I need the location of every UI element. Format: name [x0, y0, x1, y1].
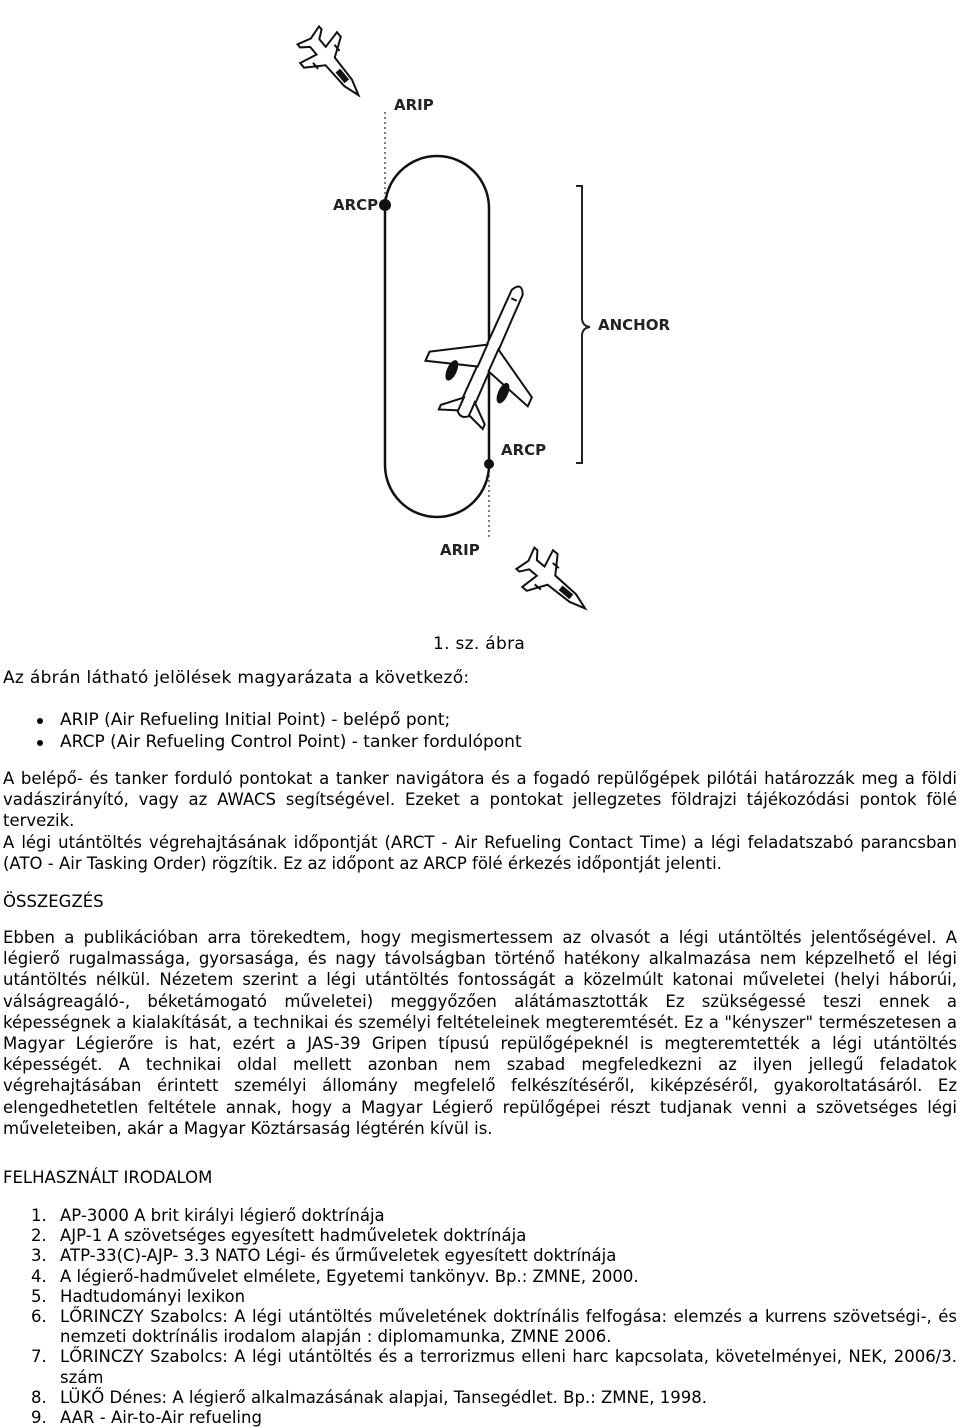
- arcp-right-point: [484, 459, 494, 469]
- racetrack-orbit: [385, 156, 489, 517]
- fighter-jet-top-icon: [290, 20, 377, 111]
- paragraph-arct: A légi utántöltés végrehajtásának időpontját (ARCT - Air Refueling Contact Time) a légi feladatszabó parancsban (ATO - Air Tasking Order) rögzítik. Ez az időpont az ARCP fölé érkezés időpontját jelenti.: [3, 833, 957, 874]
- reference-text: A légierő-hadművelet elmélete, Egyetemi tankönyv. Bp.: ZMNE, 2000.: [60, 1266, 639, 1286]
- paragraph-points: A belépő- és tanker forduló pontokat a tanker navigátora és a fogadó repülőgépek pilótái határozzák meg a földi vadászirányító, vagy az AWACS segítségével. Ezeket a pontokat jellegzetes földrajzi tájékozódási pontok fölé tervezik.: [3, 769, 957, 831]
- summary-heading: ÖSSZEGZÉS: [3, 892, 104, 911]
- arcp-right-label: ARCP: [501, 441, 547, 459]
- reference-number: 2.: [31, 1226, 47, 1246]
- reference-item: [0, 1347, 957, 1387]
- reference-item: [0, 1226, 957, 1246]
- reference-item: [0, 1246, 957, 1266]
- reference-number: 5.: [31, 1286, 47, 1306]
- legend-item-arcp: ARCP (Air Refueling Control Point) - tanker fordulópont: [0, 731, 522, 753]
- arip-top-label: ARIP: [394, 96, 434, 114]
- reference-item: [0, 1388, 957, 1408]
- reference-item: [0, 1307, 957, 1347]
- references-heading: FELHASZNÁLT IRODALOM: [3, 1168, 213, 1187]
- reference-text: Hadtudományi lexikon: [60, 1286, 246, 1306]
- reference-text: LÜKŐ Dénes: A légierő alkalmazásának alapjai, Tansegédlet. Bp.: ZMNE, 1998.: [60, 1387, 708, 1407]
- reference-item: [0, 1206, 957, 1226]
- legend-list: [0, 709, 522, 753]
- summary-text: Ebben a publikációban arra törekedtem, hogy megismertessem az olvasót a légi utántöltés jelentőségével. A légierő rugalmassága, gyorsasága, és nagy távolságban történő hatékony alkalmazása nem képzelhető el légi utántöltés nélkül. Nézetem szerint a légi utántöltés fontosságát a közelmúlt katonai műveletei (helyi háborúi, válságreagáló-, béketámogató műveletei) meggyőzően alátámasztották Ez szükségessé teszi ennek a képességnek a kialakítását, a technikai és személyi feltételeinek megteremtését. Ez a "kényszer" természetesen a Magyar Légierőre is hat, ezért a JAS-39 Gripen típusú repülőgépeknél is megteremtették a légi utántöltés képességét. A technikai oldal mellett azonban nem szabad megfeledkezni az ilyen jellegű feladatok végrehajtásában érintett személyi állomány megfelelő felkészítéséről, kiképzéséről, gyakoroltatásáról. Ez elengedhetetlen feltétele annak, hogy a Magyar Légierő repülőgépei részt tudjanak venni a szövetséges légi műveleteiben, akár a Magyar Köztársaság légtérén kívül is.: [3, 928, 957, 1138]
- reference-number: 7.: [31, 1347, 47, 1367]
- reference-text: AJP-1 A szövetséges egyesített hadműveletek doktrínája: [60, 1226, 527, 1246]
- arcp-left-label: ARCP: [333, 196, 379, 214]
- legend-item-arip: ARIP (Air Refueling Initial Point) - belépő pont;: [0, 709, 522, 731]
- reference-number: 9.: [31, 1408, 47, 1428]
- reference-text: LŐRINCZY Szabolcs: A légi utántöltés műveletének doktrínális felfogása: elemzés a kurrens szövetségi-, és nemzeti doktrínális irodalom alapján : diplomamunka, ZMNE 2006.: [60, 1307, 957, 1347]
- reference-text: AAR - Air-to-Air refueling: [60, 1408, 262, 1428]
- reference-text: LŐRINCZY Szabolcs: A légi utántöltés és a terrorizmus elleni harc kapcsolata, követelményei, NEK, 2006/3. szám: [60, 1347, 957, 1387]
- anchor-label: ANCHOR: [598, 316, 671, 334]
- reference-number: 1.: [31, 1206, 47, 1225]
- reference-text: ATP-33(C)-AJP- 3.3 NATO Légi- és űrműveletek egyesített doktrínája: [60, 1246, 617, 1266]
- reference-number: 4.: [31, 1266, 47, 1286]
- reference-number: 8.: [31, 1387, 47, 1407]
- anchor-bracket: [576, 186, 590, 463]
- reference-item: [0, 1267, 957, 1287]
- figure-caption: 1. sz. ábra: [433, 634, 526, 654]
- arip-bottom-label: ARIP: [440, 541, 480, 559]
- legend-intro: Az ábrán látható jelölések magyarázata a következő:: [3, 668, 470, 688]
- fighter-jet-bottom-icon: [510, 540, 601, 627]
- reference-number: 6.: [31, 1307, 47, 1327]
- reference-number: 3.: [31, 1246, 47, 1266]
- reference-item: [0, 1287, 957, 1307]
- arcp-left-point: [379, 199, 391, 211]
- references-list: [0, 1206, 957, 1428]
- anchor-pattern-figure: [0, 0, 960, 630]
- reference-text: AP-3000 A brit királyi légierő doktrínája: [60, 1206, 385, 1225]
- reference-item: [0, 1408, 957, 1428]
